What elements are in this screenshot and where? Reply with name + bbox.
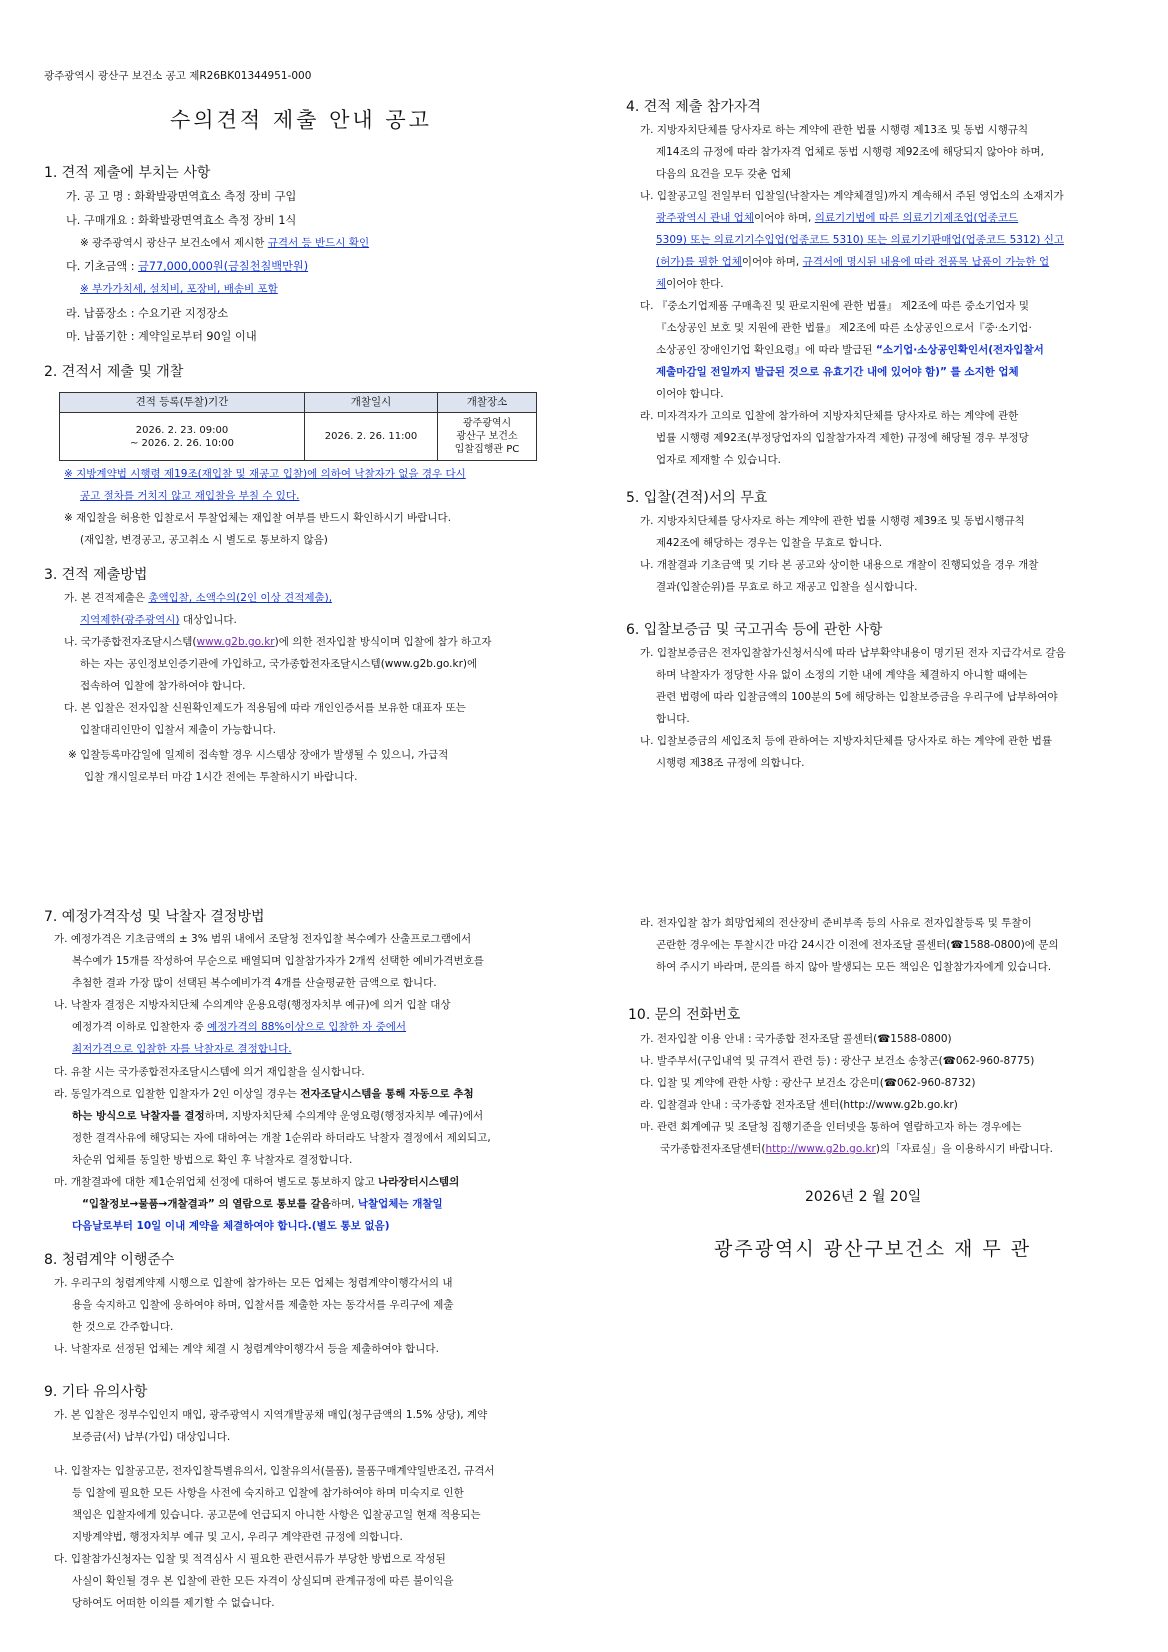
s7-item-b2: 예정가격 이하로 입찰한자 중 예정가격의 88%이상으로 입찰한 자 중에서 (72, 1021, 407, 1033)
document-id: 광주광역시 광산구 보건소 공고 제R26BK01344951-000 (44, 70, 312, 82)
s7-item-a3: 추첨한 결과 가장 많이 선택된 복수예비가격 4개를 산술평균한 금액으로 합니다. (72, 977, 437, 989)
bid-schedule-table (59, 392, 537, 461)
s3-item-b2: 하는 자는 공인정보인증기관에 가입하고, 국가종합전자조달시스템(www.g2b.go.kr)에 (80, 658, 478, 670)
s1-item-a: 가. 공 고 명 : 화확발광면역효소 측정 장비 구입 (66, 190, 297, 203)
s4-item-d3: 업자로 제재할 수 있습니다. (656, 454, 781, 466)
s5-item-b1: 나. 개찰결과 기초금액 및 기타 본 공고와 상이한 내용으로 개찰이 진행되었을 경우 개찰 (640, 559, 1039, 571)
s7-item-d3: 정한 결격사유에 해당되는 자에 대하여는 개찰 1순위라 하더라도 낙찰자 결정에서 제외되고, (72, 1132, 491, 1144)
section-6-heading: 6. 입찰보증금 및 국고귀속 등에 관한 사항 (626, 622, 883, 638)
s6-item-b2: 시행령 제38조 규정에 의합니다. (656, 757, 805, 769)
s1-item-e: 마. 납품기한 : 계약일로부터 90일 이내 (66, 330, 257, 343)
section-1-heading: 1. 견적 제출에 부치는 사항 (44, 165, 211, 181)
s1-price-note: ※ 부가가치세, 설치비, 포장비, 배송비 포함 (80, 283, 278, 295)
table-header-row (60, 393, 537, 413)
s5-item-a1: 가. 지방자치단체를 당사자로 하는 계약에 관한 법률 시행령 제39조 및 동법시행규칙 (640, 515, 1025, 527)
s4-item-b2: 광주광역시 관내 업체이어야 하며, 의료기기법에 따른 의료기기제조업(업종코드 (656, 212, 1019, 224)
s8-item-a1: 가. 우리구의 청렴계약제 시행으로 입찰에 참가하는 모든 업체는 청렴계약이행각서의 내 (54, 1277, 453, 1289)
s5-item-a2: 제42조에 해당하는 경우는 입찰을 무효로 합니다. (656, 537, 883, 549)
s4-item-c3: 소상공인 장애인기업 확인요령』에 따라 발급된 “소기업·소상공인확인서(전자입찰서 (656, 344, 1044, 356)
s7-item-a1: 가. 예정가격은 기초금액의 ± 3% 범위 내에서 조달청 전자입찰 복수예가 산출프로그램에서 (54, 933, 472, 945)
s7-item-d2: 하는 방식으로 낙찰자를 결정하며, 지방자치단체 수의계약 운영요령(행정자치부 예규)에서 (72, 1110, 484, 1122)
section-3-heading: 3. 견적 제출방법 (44, 567, 148, 583)
s7-item-d4: 차순위 업체를 동일한 방법으로 확인 후 낙찰자로 결정합니다. (72, 1154, 353, 1166)
s3-item-b3: 접속하여 입찰에 참가하여야 합니다. (80, 680, 246, 692)
s4-item-b4: (허가)를 필한 업체이어야 하며, 규격서에 명시된 내용에 따라 전품목 납품이 가능한 업 (656, 256, 1050, 268)
section-7-heading: 7. 예정가격작성 및 낙찰자 결정방법 (44, 909, 265, 925)
s4-item-a3: 다음의 요건을 모두 갖춘 업체 (656, 168, 792, 180)
s2-note-1a: ※ 지방계약법 시행령 제19조(재입찰 및 재공고 입찰)에 의하여 낙찰자가 없을 경우 다시 (64, 468, 466, 480)
s4-item-d2: 법률 시행령 제92조(부정당업자의 입찰참가자격 제한) 규정에 해당될 경우 부정당 (656, 432, 1029, 444)
s4-item-c4: 제출마감일 전일까지 발급된 것으로 유효기간 내에 있어야 함)” 를 소지한 업체 (656, 366, 1019, 378)
s2-note-3: (재입찰, 변경공고, 공고취소 시 별도로 통보하지 않음) (80, 534, 328, 546)
s4-item-c2: 『소상공인 보호 및 지원에 관한 법률』 제2조에 따른 소상공인으로서『중·소기업· (656, 322, 1032, 334)
s2-note-2: ※ 재입찰을 허용한 입찰로서 투찰업체는 재입찰 여부를 반드시 확인하시기 바랍니다. (64, 512, 452, 524)
s8-item-a2: 용을 숙지하고 입찰에 응하여야 하며, 입찰서를 제출한 자는 동각서를 우리구에 제출 (72, 1299, 454, 1311)
s9-item-b1: 나. 입찰자는 입찰공고문, 전자입찰특별유의서, 입찰유의서(물품), 물품구매계약일반조건, 규격서 (54, 1465, 495, 1477)
s9-item-b2: 등 입찰에 필요한 모든 사항을 사전에 숙지하고 입찰에 참가하여야 하며 미숙지로 인한 (72, 1487, 464, 1499)
g2b-link[interactable]: www.g2b.go.kr (196, 636, 275, 648)
s3-item-c2: 입찰대리인만이 입찰서 제출이 가능합니다. (80, 724, 276, 736)
s4-item-b5: 체이어야 한다. (656, 278, 724, 290)
s3-note-2: 입찰 개시일로부터 마감 1시간 전에는 투찰하시기 바랍니다. (84, 771, 358, 783)
table-header: 개찰장소 (438, 393, 537, 413)
s6-item-b1: 나. 입찰보증금의 세입조치 등에 관하여는 지방자치단체를 당사자로 하는 계약에 관한 법률 (640, 735, 1053, 747)
s4-item-a1: 가. 지방자치단체를 당사자로 하는 계약에 관한 법률 시행령 제13조 및 동법 시행규칙 (640, 124, 1029, 136)
s5-item-b2: 결과(입찰순위)를 무효로 하고 재공고 입찰을 실시합니다. (656, 581, 918, 593)
s9-item-c3: 당하여도 어떠한 이의를 제기할 수 없습니다. (72, 1597, 275, 1609)
s3-item-c: 다. 본 입찰은 전자입찰 신원확인제도가 적용됨에 따라 개인인증서를 보유한 대표자 또는 (64, 702, 466, 714)
section-4-heading: 4. 견적 제출 참가자격 (626, 99, 761, 115)
g2b-url-link[interactable]: http://www.g2b.go.kr (765, 1143, 876, 1155)
s10-item-c: 다. 입찰 및 계약에 관한 사항 : 광산구 보건소 강은미(☎062-960-8732) (640, 1077, 976, 1089)
s10-item-a: 가. 전자입찰 이용 안내 : 국가종합 전자조달 콜센터(☎1588-0800) (640, 1033, 952, 1045)
s4-item-d1: 라. 미자격자가 고의로 입찰에 참가하여 지방자치단체를 당사자로 하는 계약에 관한 (640, 410, 1019, 422)
section-5-heading: 5. 입찰(견적)서의 무효 (626, 490, 768, 506)
s3-item-a: 가. 본 견적제출은 총액입찰, 소액수의(2인 이상 견적제출), (64, 592, 333, 604)
s7-item-e1: 마. 개찰결과에 대한 제1순위업체 선정에 대하여 별도로 통보하지 않고 나라장터시스템의 (54, 1176, 460, 1188)
s9-item-d3: 하여 주시기 바라며, 문의를 하지 않아 발생되는 모든 책임은 입찰참가자에게 있습니다. (656, 961, 1052, 973)
table-header: 개찰일시 (305, 393, 438, 413)
section-10-heading: 10. 문의 전화번호 (628, 1007, 741, 1023)
s4-item-b3: 5309) 또는 의료기기수입업(업종코드 5310) 또는 의료기기판매업(업종코드 5312) 신고 (656, 234, 1065, 246)
s1-spec-note: ※ 광주광역시 광산구 보건소에서 제시한 규격서 등 반드시 확인 (80, 237, 370, 249)
table-row (60, 413, 537, 461)
s10-item-e2: 국가종합전자조달센터(http://www.g2b.go.kr)의「자료실」을 이용하시기 바랍니다. (660, 1143, 1053, 1155)
s7-item-b3: 최저가격으로 입찰한 자를 낙찰자로 결정합니다. (72, 1043, 292, 1055)
s2-note-1b: 공고 절차를 거치지 않고 재입찰을 부칠 수 있다. (80, 490, 300, 502)
s10-item-e1: 마. 관련 회계예규 및 조달청 집행기준을 인터넷을 통하여 열람하고자 하는 경우에는 (640, 1121, 1022, 1133)
s10-item-b: 나. 발주부서(구입내역 및 규격서 관련 등) : 광산구 보건소 송창곤(☎062-960-8775) (640, 1055, 1035, 1067)
table-cell-period: 2026. 2. 23. 09:00 ~ 2026. 2. 26. 10:00 (60, 413, 305, 461)
s3-item-b: 나. 국가종합전자조달시스템(www.g2b.go.kr)에 의한 전자입찰 방식이며 입찰에 참가 하고자 (64, 636, 492, 648)
s4-item-b1: 나. 입찰공고일 전일부터 입찰일(낙찰자는 계약체결일)까지 계속해서 주된 영업소의 소재지가 (640, 190, 1064, 202)
section-9-heading: 9. 기타 유의사항 (44, 1384, 148, 1400)
s9-item-c2: 사실이 확인될 경우 본 입찰에 관한 모든 자격이 상실되며 관계규정에 따른 불이익을 (72, 1575, 454, 1587)
base-price: 금77,000,000원(금칠천칠백만원) (138, 260, 309, 273)
section-2-heading: 2. 견적서 제출 및 개찰 (44, 364, 184, 380)
s6-item-a1: 가. 입찰보증금은 전자입찰참가신청서식에 따라 납부확약내용이 명기된 전자 지급각서로 갈음 (640, 647, 1066, 659)
page-title: 수의견적 제출 안내 공고 (170, 108, 432, 132)
s9-item-a1: 가. 본 입찰은 정부수입인지 매입, 광주광역시 지역개발공채 매입(청구금액의 1.5% 상당), 계약 (54, 1409, 488, 1421)
s4-item-a2: 제14조의 규정에 따라 참가자격 업체로 동법 시행령 제92조에 해당되지 않아야 하며, (656, 146, 1045, 158)
table-header: 견적 등록(투찰)기간 (60, 393, 305, 413)
s9-item-c1: 다. 입찰참가신청자는 입찰 및 적격심사 시 필요한 관련서류가 부당한 방법으로 작성된 (54, 1553, 446, 1565)
s7-item-c: 다. 유찰 시는 국가종합전자조달시스템에 의거 재입찰을 실시합니다. (54, 1066, 365, 1078)
s9-item-d1: 라. 전자입찰 참가 희망업체의 전산장비 준비부족 등의 사유로 전자입찰등록 및 투찰이 (640, 917, 1032, 929)
s7-item-a2: 복수예가 15개를 작성하여 무순으로 배열되며 입찰참가자가 2개씩 선택한 예비가격번호를 (72, 955, 484, 967)
table-cell-open: 2026. 2. 26. 11:00 (305, 413, 438, 461)
s7-item-e2: “입찰정보→물품→개찰결과” 의 열람으로 통보를 갈음하며, 낙찰업체는 개찰일 (82, 1198, 443, 1210)
s4-item-c1: 다. 『중소기업제품 구매촉진 및 판로지원에 관한 법률』 제2조에 따른 중소기업자 및 (640, 300, 1029, 312)
s8-item-b: 나. 낙찰자로 선정된 업체는 계약 체결 시 청렴계약이행각서 등을 제출하여야 합니다. (54, 1343, 439, 1355)
s9-item-b4: 지방계약법, 행정자치부 예규 및 고시, 우리구 계약관련 규정에 의합니다. (72, 1531, 403, 1543)
s1-item-c: 다. 기초금액 : 금77,000,000원(금칠천칠백만원) (66, 260, 309, 273)
s3-note-1: ※ 입찰등록마감일에 일제히 접속할 경우 시스템상 장애가 발생될 수 있으니, 가급적 (68, 749, 449, 761)
s9-item-a2: 보증금(서) 납부(가입) 대상입니다. (72, 1431, 231, 1443)
s1-item-d: 라. 납품장소 : 수요기관 지정장소 (66, 307, 229, 320)
s6-item-a3: 관련 법령에 따라 입찰금액의 100분의 5에 해당하는 입찰보증금을 우리구에 납부하여야 (656, 691, 1058, 703)
s7-item-e3: 다음날로부터 10일 이내 계약을 체결하여야 합니다.(별도 통보 없음) (72, 1220, 390, 1232)
s3-item-a2: 지역제한(광주광역시) 대상입니다. (80, 614, 237, 626)
announcement-date: 2026년 2 월 20일 (805, 1189, 922, 1205)
s8-item-a3: 한 것으로 간주합니다. (72, 1321, 174, 1333)
section-8-heading: 8. 청렴계약 이행준수 (44, 1252, 175, 1268)
issuer-signature: 광주광역시 광산구보건소 재 무 관 (714, 1238, 1032, 1260)
s10-item-d: 라. 입찰결과 안내 : 국가종합 전자조달 센터(http://www.g2b.go.kr) (640, 1099, 958, 1111)
s7-item-b1: 나. 낙찰자 결정은 지방자치단체 수의계약 운용요령(행정자치부 예규)에 의거 입찰 대상 (54, 999, 451, 1011)
s4-item-c5: 이어야 합니다. (656, 388, 724, 400)
s9-item-d2: 곤란한 경우에는 투찰시간 마감 24시간 이전에 전자조달 콜센터(☎1588-0800)에 문의 (656, 939, 1059, 951)
s9-item-b3: 책임은 입찰자에게 있습니다. 공고문에 언급되지 아니한 사항은 입찰공고일 현재 적용되는 (72, 1509, 481, 1521)
s6-item-a4: 합니다. (656, 713, 690, 725)
s6-item-a2: 하며 낙찰자가 정당한 사유 없이 소정의 기한 내에 계약을 체결하지 아니할 때에는 (656, 669, 1028, 681)
s1-item-b: 나. 구매개요 : 화확발광면역효소 측정 장비 1식 (66, 214, 297, 227)
s7-item-d1: 라. 동일가격으로 입찰한 입찰자가 2인 이상일 경우는 전자조달시스템을 통해 자동으로 추첨 (54, 1088, 474, 1100)
table-cell-place: 광주광역시 광산구 보건소 입찰집행관 PC (438, 413, 537, 461)
